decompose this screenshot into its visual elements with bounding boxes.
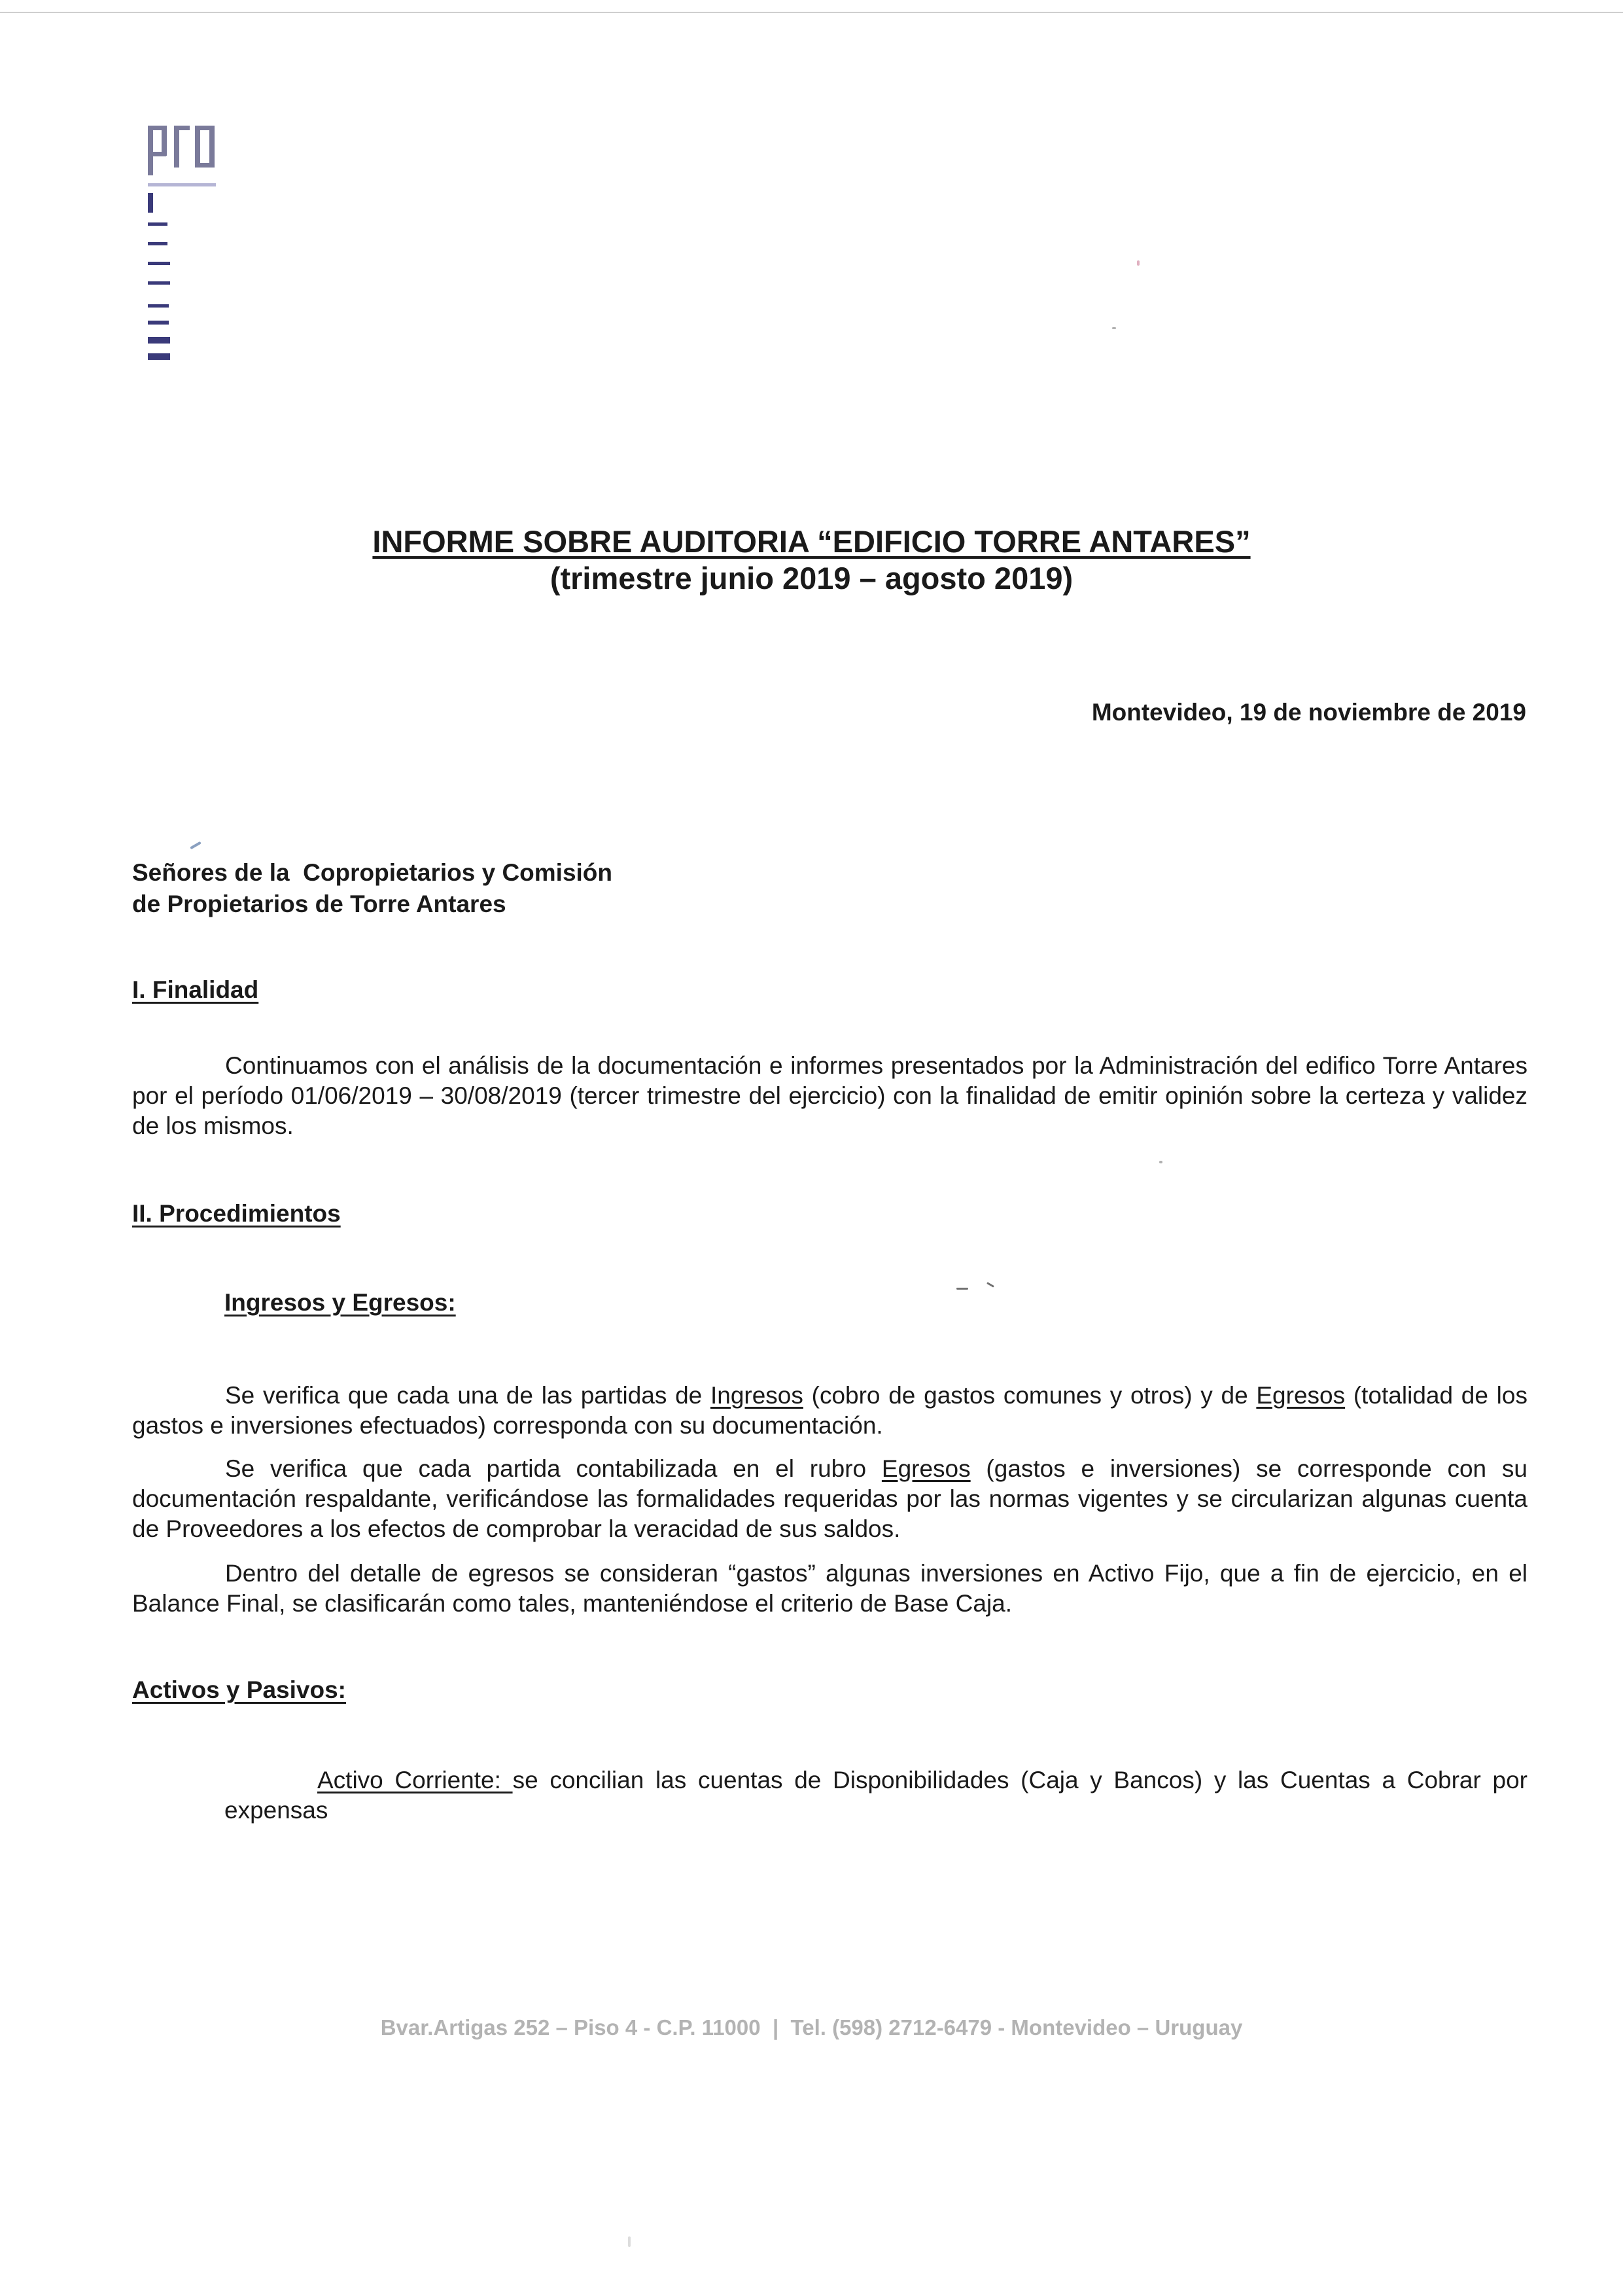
report-title (0, 523, 1623, 597)
p1-text-c: (totalidad de los gastos e inversiones efectuados) corresponda con su documentación. (132, 1382, 1527, 1439)
ingresos-term: Ingresos (710, 1382, 803, 1409)
egresos-term-2: Egresos (881, 1455, 971, 1482)
addressee-line-1: Señores de la Copropietarios y Comisión (132, 859, 613, 886)
section-heading-finalidad: I. Finalidad (132, 976, 259, 1003)
addressee-line-2: de Propietarios de Torre Antares (132, 891, 506, 917)
activo-corriente-text: se concilian las cuentas de Disponibilidades (Caja y Bancos) y las Cuentas a Cobrar por expensas (224, 1767, 1527, 1824)
p2-text-b: (gastos e inversiones) se corresponde con su documentación respaldante, verificándose las formalidades requeridas por las normas vigentes y se circularizan algunas cuenta de Proveedores a los efectos de comprobar la veracidad de sus saldos. (132, 1455, 1527, 1542)
addressee (132, 857, 612, 920)
egresos-term: Egresos (1256, 1382, 1346, 1409)
report-date: Montevideo, 19 de noviembre de 2019 (1091, 699, 1526, 726)
procedimientos-paragraph-2 (132, 1454, 1527, 1544)
activo-corriente-paragraph (224, 1765, 1527, 1826)
title-line-2: (trimestre junio 2019 – agosto 2019) (550, 561, 1073, 595)
finalidad-paragraph: Continuamos con el análisis de la documentación e informes presentados por la Administración del edifico Torre Antares por el período 01/06/2019 – 30/08/2019 (tercer trimestre del ejercicio) con la finalidad de emitir opinión sobre la certeza y validez de los mismos. (132, 1052, 1527, 1139)
estudio-pro-logo (144, 118, 222, 380)
p1-text-b: (cobro de gastos comunes y otros) y de (803, 1382, 1257, 1409)
p1-text-a: Se verifica que cada una de las partidas de (225, 1382, 710, 1409)
scan-speck (190, 841, 201, 849)
scan-speck (986, 1282, 994, 1288)
title-line-1: INFORME SOBRE AUDITORIA “EDIFICIO TORRE ANTARES” (372, 524, 1251, 559)
procedimientos-paragraph-3: Dentro del detalle de egresos se consideran “gastos” algunas inversiones en Activo Fijo, que a fin de ejercicio, en el Balance Final, se clasificarán como tales, manteniéndose el criterio de Base Caja. (132, 1560, 1527, 1617)
section-heading-activos-pasivos: Activos y Pasivos: (132, 1676, 346, 1703)
activo-corriente-label: Activo Corriente: (317, 1767, 513, 1793)
scan-edge-line (0, 12, 1623, 13)
footer-address: Bvar.Artigas 252 – Piso 4 - C.P. 11000 | Tel. (598) 2712-6479 - Montevideo – Uruguay (380, 2015, 1243, 2040)
scan-speck (628, 2236, 631, 2247)
section-heading-procedimientos: II. Procedimientos (132, 1200, 341, 1227)
scan-speck (1159, 1161, 1162, 1163)
scan-speck (956, 1288, 968, 1290)
procedimientos-paragraph-1 (132, 1381, 1527, 1441)
subheading-ingresos-egresos: Ingresos y Egresos: (224, 1289, 456, 1316)
scan-speck (1112, 327, 1116, 329)
p2-text-a: Se verifica que cada partida contabilizada en el rubro (225, 1455, 882, 1482)
scan-speck (1137, 260, 1140, 266)
